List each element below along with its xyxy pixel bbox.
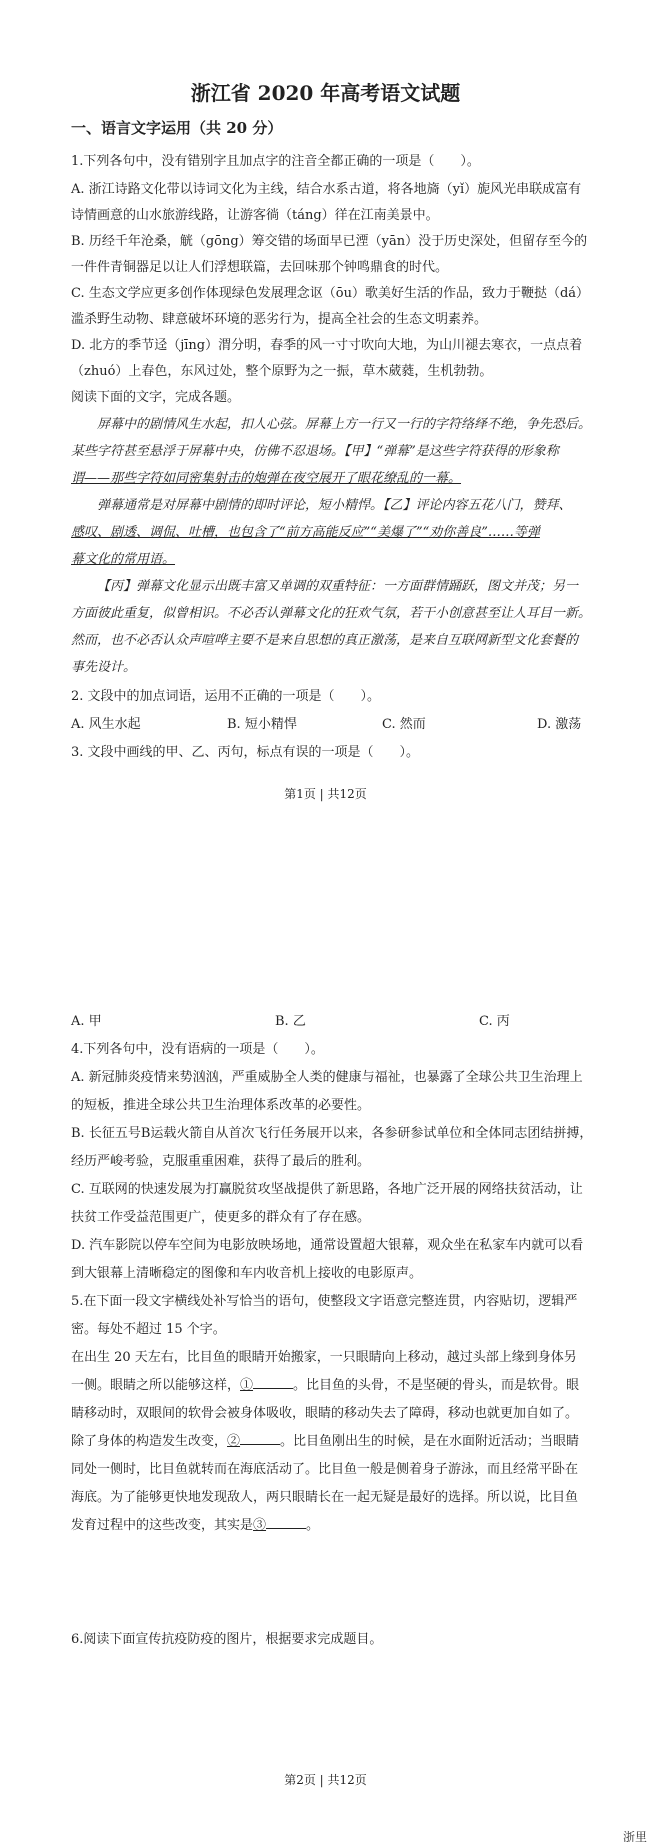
passage-line: 弹幕通常是对屏幕中剧情的即时评论，短小精悍。【乙】评论内容五花八门，赞拜、 [97, 498, 572, 513]
passage-line: 然而，也不必否认众声喧哗主要不是来自思想的真正激荡，是来自互联网新型文化套餐的 [71, 633, 579, 648]
passage-line: 某些字符甚至悬浮于屏幕中央，仿佛不忍退场。【甲】“弹幕”是这些字符获得的形象称 [71, 444, 559, 459]
q4-option-c-line1: C. 互联网的快速发展为打赢脱贫攻坚战提供了新思路，各地广泛开展的网络扶贫活动，让 [71, 1182, 583, 1197]
q1-option-a-line2: 诗情画意的山水旅游线路，让游客徜（táng）徉在江南美景中。 [71, 208, 439, 223]
passage-line: 【丙】弹幕文化显示出既丰富又单调的双重特征：一方面群情踊跃，图文并茂；另一 [97, 579, 579, 594]
q1-option-d-line2: （zhuó）上春色，东风过处，整个原野为之一振，草木葳蕤，生机勃勃。 [71, 364, 493, 379]
q5-passage-line: 海底。为了能够更快地发现敌人，两只眼睛长在一起无疑是最好的选择。所以说，比目鱼 [71, 1490, 579, 1505]
q5-text: 发育过程中的这些改变，其实是 [71, 1518, 254, 1533]
corner-label: 浙里 [622, 1830, 647, 1844]
passage-line: 方面彼此重复，似曾相识。不必否认弹幕文化的狂欢气氛，若干小创意甚至让人耳目一新。 [71, 606, 592, 621]
q1-option-c-line1: C. 生态文学应更多创作体现绿色发展理念讴（ōu）歌美好生活的作品，致力于鞭挞（dá） [71, 286, 590, 301]
q3-option-a: A. 甲 [71, 1014, 102, 1029]
passage-line: 屏幕中的剧情风生水起，扣人心弦。屏幕上方一行又一行的字符络绎不绝，争先恐后。 [97, 417, 592, 432]
q2-option-a: A. 风生水起 [71, 717, 141, 732]
q5-stem-line2: 密。每处不超过 15 个字。 [71, 1322, 226, 1337]
q5-passage-line [71, 1374, 579, 1393]
passage-line-underlined: 幕文化的常用语。 [71, 552, 176, 567]
page-title: 浙江省 2020 年高考语文试题 [190, 81, 461, 105]
q3-option-b: B. 乙 [275, 1014, 306, 1029]
q4-option-a-line2: 的短板，推进全球公共卫生治理体系改革的必要性。 [71, 1098, 371, 1113]
q1-option-c-line2: 滥杀野生动物、肆意破坏环境的恶劣行为，提高全社会的生态文明素养。 [71, 312, 488, 327]
q2-option-b: B. 短小精悍 [227, 717, 297, 732]
blank-marker-3: ③ [253, 1518, 267, 1533]
q4-option-c-line2: 扶贫工作受益范围更广，使更多的群众有了存在感。 [71, 1210, 371, 1225]
blank-marker-2: ② [227, 1434, 241, 1449]
page-footer: 第1页 | 共12页 [284, 787, 367, 801]
q1-stem: 1.下列各句中，没有错别字且加点字的注音全都正确的一项是（ ）。 [71, 154, 480, 169]
passage-line: 事先设计。 [71, 660, 137, 675]
q2-stem: 2. 文段中的加点词语，运用不正确的一项是（ ）。 [71, 689, 381, 704]
page-footer: 第2页 | 共12页 [284, 1773, 367, 1787]
q1-option-d-line1: D. 北方的季节迳（jīng）渭分明，春季的风一寸寸吹向大地，为山川褪去寒衣，一点点着 [71, 338, 583, 353]
q3-stem: 3. 文段中画线的甲、乙、丙句，标点有误的一项是（ ）。 [71, 745, 420, 760]
q5-text: 。比目鱼刚出生的时候，是在水面附近活动；当眼睛 [280, 1434, 580, 1449]
blank-1[interactable] [253, 1376, 293, 1389]
q5-passage-line [71, 1514, 319, 1533]
q5-passage-line [71, 1430, 579, 1449]
q2-option-c: C. 然而 [382, 717, 426, 732]
q5-passage-line: 在出生 20 天左右，比目鱼的眼睛开始搬家，一只眼睛向上移动，越过头部上缘到身体另 [71, 1350, 577, 1365]
q5-stem-line1: 5.在下面一段文字横线处补写恰当的语句，使整段文字语意完整连贯，内容贴切，逻辑严 [71, 1294, 578, 1309]
q5-text: 。比目鱼的头骨，不是坚硬的骨头，而是软骨。眼 [293, 1378, 580, 1393]
passage-line-underlined: 感叹、剧透、调侃、吐槽，也包含了“前方高能反应”“美爆了”“劝你善良”……等弹 [71, 525, 540, 540]
q4-option-b-line1: B. 长征五号B运载火箭自从首次飞行任务展开以来，各参研参试单位和全体同志团结拼搏， [71, 1126, 593, 1141]
q2-option-d: D. 激荡 [537, 717, 582, 732]
q5-text: 一侧。眼睛之所以能够这样， [71, 1378, 241, 1393]
q3-option-c: C. 丙 [479, 1014, 510, 1029]
passage-line-underlined: 谓——那些字符如同密集射击的炮弹在夜空展开了眼花缭乱的一幕。 [71, 471, 462, 486]
q4-option-b-line2: 经历严峻考验，克服重重困难，获得了最后的胜利。 [71, 1154, 371, 1169]
reading-intro: 阅读下面的文字，完成各题。 [71, 390, 241, 405]
q4-option-a-line1: A. 新冠肺炎疫情来势汹汹，严重威胁全人类的健康与福祉，也暴露了全球公共卫生治理上 [71, 1070, 583, 1085]
q6-stem: 6.阅读下面宣传抗疫防疫的图片，根据要求完成题目。 [71, 1632, 383, 1647]
blank-2[interactable] [240, 1432, 280, 1445]
q1-option-a-line1: A. 浙江诗路文化带以诗词文化为主线，结合水系古道，将各地旖（yǐ）旎风光串联成富有 [71, 182, 582, 197]
q5-text: 。 [306, 1518, 320, 1533]
q1-option-b-line2: 一件件青铜器足以让人们浮想联篇，去回味那个钟鸣鼎食的时代。 [71, 260, 449, 275]
q5-text: 除了身体的构造发生改变， [71, 1434, 228, 1449]
q5-passage-line: 同处一侧时，比目鱼就转而在海底活动了。比目鱼一般是侧着身子游泳，而且经常平卧在 [71, 1462, 579, 1477]
q4-option-d-line2: 到大银幕上清晰稳定的图像和车内收音机上接收的电影原声。 [71, 1266, 423, 1281]
blank-3[interactable] [266, 1516, 306, 1529]
q4-option-d-line1: D. 汽车影院以停车空间为电影放映场地，通常设置超大银幕，观众坐在私家车内就可以看 [71, 1238, 584, 1253]
q5-passage-line: 睛移动时，双眼间的软骨会被身体吸收，眼睛的移动失去了障碍，移动也就更加自如了。 [71, 1406, 579, 1421]
blank-marker-1: ① [240, 1378, 254, 1393]
q4-stem: 4.下列各句中，没有语病的一项是（ ）。 [71, 1042, 324, 1057]
q1-option-b-line1: B. 历经千年沧桑，觥（gōng）筹交错的场面早已湮（yān）没于历史深处，但留存至今的 [71, 234, 588, 249]
section-heading: 一、语言文字运用（共 20 分） [71, 119, 283, 137]
